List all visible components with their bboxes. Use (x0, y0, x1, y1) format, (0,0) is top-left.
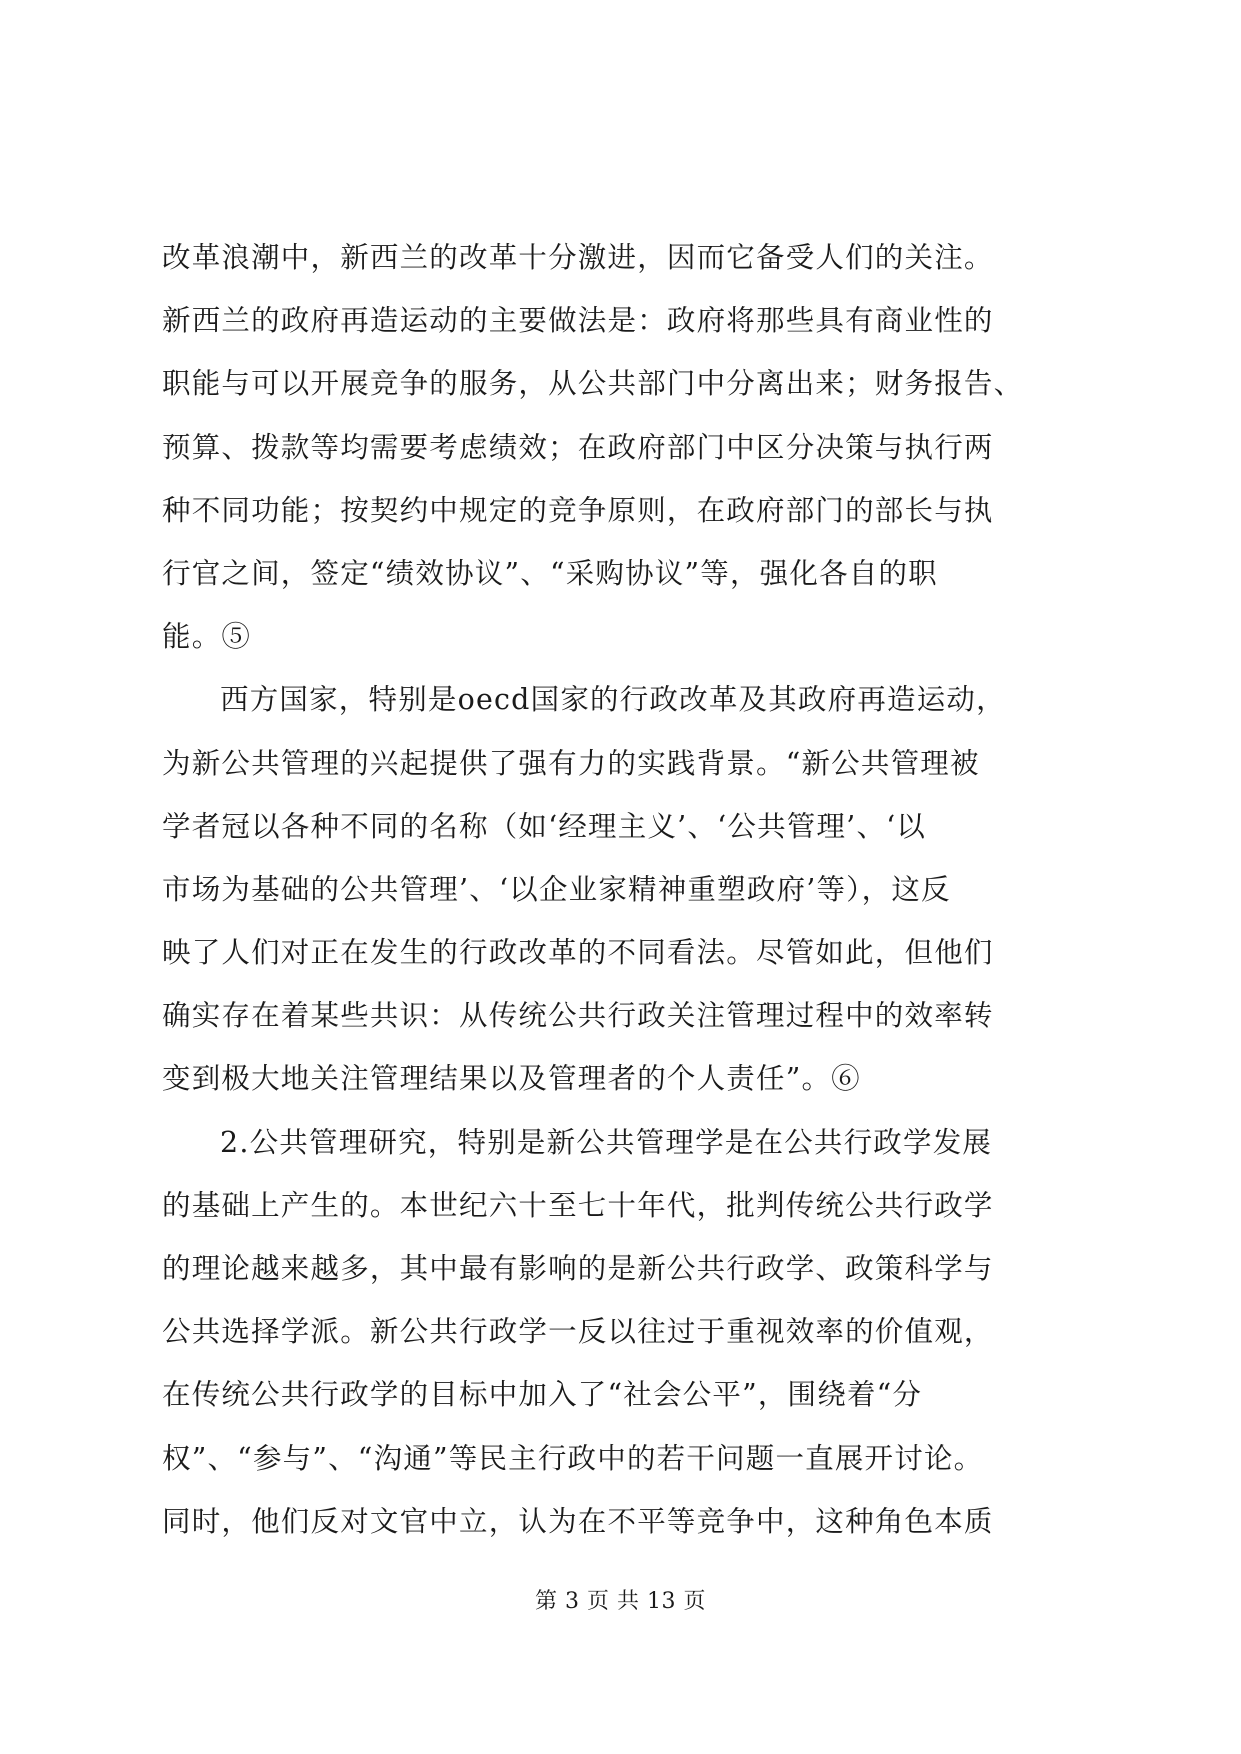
text-line: 能。⑤ (162, 620, 252, 654)
body-text (162, 226, 1082, 1553)
text-line: 行官之间，签定“绩效协议”、“采购协议”等，强化各自的职 (162, 556, 938, 590)
text-line: 学者冠以各种不同的名称（如‘经理主义’、‘公共管理’、‘以 (162, 809, 927, 843)
text-line: 权”、“参与”、“沟通”等民主行政中的若干问题一直展开讨论。 (162, 1441, 984, 1475)
text-line: 的理论越来越多，其中最有影响的是新公共行政学、政策科学与 (162, 1252, 994, 1285)
page-footer (0, 1587, 1241, 1617)
text-line: 变到极大地关注管理结果以及管理者的个人责任”。⑥ (162, 1062, 861, 1096)
text-line: 映了人们对正在发生的行政改革的不同看法。尽管如此，但他们 (162, 936, 994, 970)
text-line: 同时，他们反对文官中立，认为在不平等竞争中，这种角色本质 (162, 1504, 994, 1538)
text-line: 市场为基础的公共管理’、‘以企业家精神重塑政府’等），这反 (162, 872, 951, 906)
page-number: 第 3 页 共 13 页 (535, 1589, 706, 1614)
text-line: 为新公共管理的兴起提供了强有力的实践背景。“新公共管理被 (162, 746, 980, 780)
text-line: 预算、拨款等均需要考虑绩效；在政府部门中区分决策与执行两 (162, 430, 994, 464)
text-line: 种不同功能；按契约中规定的竞争原则，在政府部门的部长与执 (162, 493, 994, 527)
text-line: 的基础上产生的。本世纪六十至七十年代，批判传统公共行政学 (162, 1188, 994, 1222)
text-line: 在传统公共行政学的目标中加入了“社会公平”，围绕着“分 (162, 1378, 923, 1412)
text-line: 西方国家，特别是oecd国家的行政改革及其政府再造运动， (220, 683, 1006, 717)
text-line: 改革浪潮中，新西兰的改革十分激进，因而它备受人们的关注。 (162, 241, 994, 274)
text-line: 公共选择学派。新公共行政学一反以往过于重视效率的价值观， (162, 1315, 994, 1349)
text-line: 新西兰的政府再造运动的主要做法是：政府将那些具有商业性的 (162, 304, 994, 338)
text-line: 2.公共管理研究，特别是新公共管理学是在公共行政学发展 (220, 1125, 993, 1159)
text-line: 职能与可以开展竞争的服务，从公共部门中分离出来；财务报告、 (162, 367, 1024, 401)
text-line: 确实存在着某些共识：从传统公共行政关注管理过程中的效率转 (162, 999, 994, 1033)
